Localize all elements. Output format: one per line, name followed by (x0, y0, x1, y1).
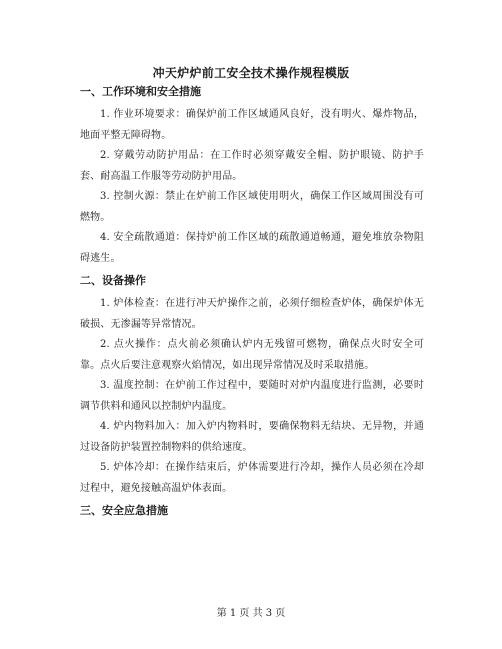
section-heading: 三、安全应急措施 (80, 504, 168, 517)
page-number-text: 第 1 页 共 3 页 (216, 608, 286, 619)
document-title: 冲天炉炉前工安全技术操作规程模版 (152, 66, 350, 80)
paragraph: 3. 温度控制：在炉前工作过程中，要随时对炉内温度进行监测，必要时调节供料和通风以控制炉内温度。 (80, 380, 424, 412)
paragraph: 2. 穿戴劳动防护用品：在工作时必须穿戴安全帽、防护眼镜、防护手套、耐高温工作服等劳动防护用品。 (80, 150, 424, 182)
page-footer (0, 607, 502, 621)
paragraph: 3. 控制火源：禁止在炉前工作区域使用明火，确保工作区域周围没有可燃物。 (80, 191, 424, 223)
section-heading: 一、工作环境和安全措施 (80, 85, 201, 98)
paragraph: 2. 点火操作：点火前必须确认炉内无残留可燃物，确保点火时安全可靠。点火后要注意观察火焰情况，如出现异常情况及时采取措施。 (80, 339, 424, 371)
paragraph: 5. 炉体冷却：在操作结束后，炉体需要进行冷却，操作人员必须在冷却过程中，避免接触高温炉体表面。 (80, 462, 424, 494)
paragraph: 4. 炉内物料加入：加入炉内物料时，要确保物料无结块、无异物，并通过设备防护装置控制物料的供给速度。 (80, 421, 424, 453)
document-body (80, 84, 424, 524)
section-heading: 二、设备操作 (80, 274, 146, 287)
paragraph: 1. 炉体检查：在进行冲天炉操作之前，必须仔细检查炉体，确保炉体无破损、无渗漏等异常情况。 (80, 298, 424, 330)
paragraph: 1. 作业环境要求：确保炉前工作区域通风良好，没有明火、爆炸物品，地面平整无障碍物。 (80, 109, 424, 141)
paragraph: 4. 安全疏散通道：保持炉前工作区域的疏散通道畅通，避免堆放杂物阻碍逃生。 (80, 232, 424, 264)
